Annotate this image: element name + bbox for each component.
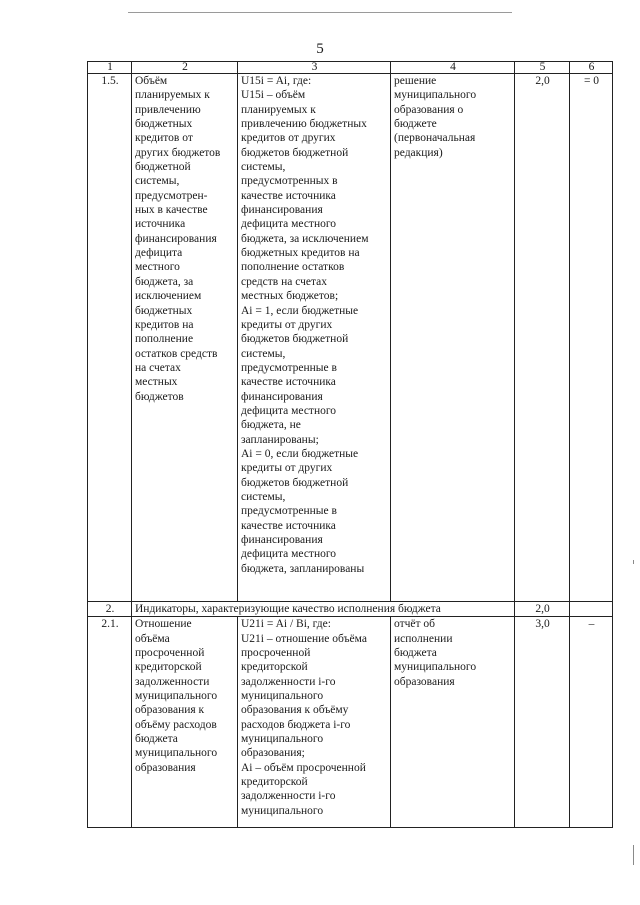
table-header-row bbox=[88, 62, 613, 74]
table-row-2 bbox=[88, 602, 613, 617]
header-cell-1: 1 bbox=[88, 62, 132, 74]
header-cell-2: 2 bbox=[132, 62, 238, 74]
empty-cell bbox=[570, 602, 613, 617]
top-rule bbox=[128, 12, 512, 13]
indicator-name: Отношение объёма просроченной кредиторской задолженности муниципального образования к объёму расходов бюджета муниципального образования bbox=[132, 617, 238, 828]
header-cell-3: 3 bbox=[238, 62, 391, 74]
page-number: 5 bbox=[316, 41, 324, 57]
indicator-weight: 3,0 bbox=[515, 617, 570, 828]
header-cell-5: 5 bbox=[515, 62, 570, 74]
header-cell-4: 4 bbox=[391, 62, 515, 74]
indicator-name: Объём планируемых к привлечению бюджетных кредитов от других бюджетов бюджетной системы, предусмотрен- ных в качестве источника финансирования дефицита местного бюджета, за исключением бюджетных кредитов на пополнение остатков средств на счетах местных бюджетов bbox=[132, 74, 238, 602]
row-number: 2.1. bbox=[88, 617, 132, 828]
row-number: 2. bbox=[88, 602, 132, 617]
header-cell-6: 6 bbox=[570, 62, 613, 74]
indicator-source: отчёт об исполнении бюджета муниципального образования bbox=[391, 617, 515, 828]
indicator-formula: U15i = Ai, где: U15i – объём планируемых к привлечению бюджетных кредитов от других бюджетов бюджетной системы, предусмотренных в качестве источника финансирования дефицита местного бюджета, за исключением бюджетных кредитов на пополнение остатков средств на счетах местных бюджетов; Ai = 1, если бюджетные кредиты от других бюджетов бюджетной системы, предусмотренные в качестве источника финансирования дефицита местного бюджета, не запланированы; Ai = 0, если бюджетные кредиты от других бюджетов бюджетной системы, предусмотренные в качестве источника финансирования дефицита местного бюджета, запланированы bbox=[238, 74, 391, 602]
indicator-target: = 0 bbox=[570, 74, 613, 602]
row-number: 1.5. bbox=[88, 74, 132, 602]
indicator-weight: 2,0 bbox=[515, 74, 570, 602]
section-weight: 2,0 bbox=[515, 602, 570, 617]
indicator-formula: U21i = Ai / Bi, где: U21i – отношение объёма просроченной кредиторской задолженности i-го муниципального образования к объёму расходов бюджета i-го муниципального образования; Ai – объём просроченной кредиторской задолженности i-го муниципального bbox=[238, 617, 391, 828]
table-row-1-5 bbox=[88, 74, 613, 602]
scan-edge-mark bbox=[633, 560, 634, 564]
indicator-table bbox=[87, 61, 613, 828]
section-title: Индикаторы, характеризующие качество исполнения бюджета bbox=[132, 602, 515, 617]
indicator-source: решение муниципального образования о бюджете (первоначальная редакция) bbox=[391, 74, 515, 602]
scan-edge-mark bbox=[633, 845, 634, 865]
indicator-target: – bbox=[570, 617, 613, 828]
table-row-2-1 bbox=[88, 617, 613, 828]
